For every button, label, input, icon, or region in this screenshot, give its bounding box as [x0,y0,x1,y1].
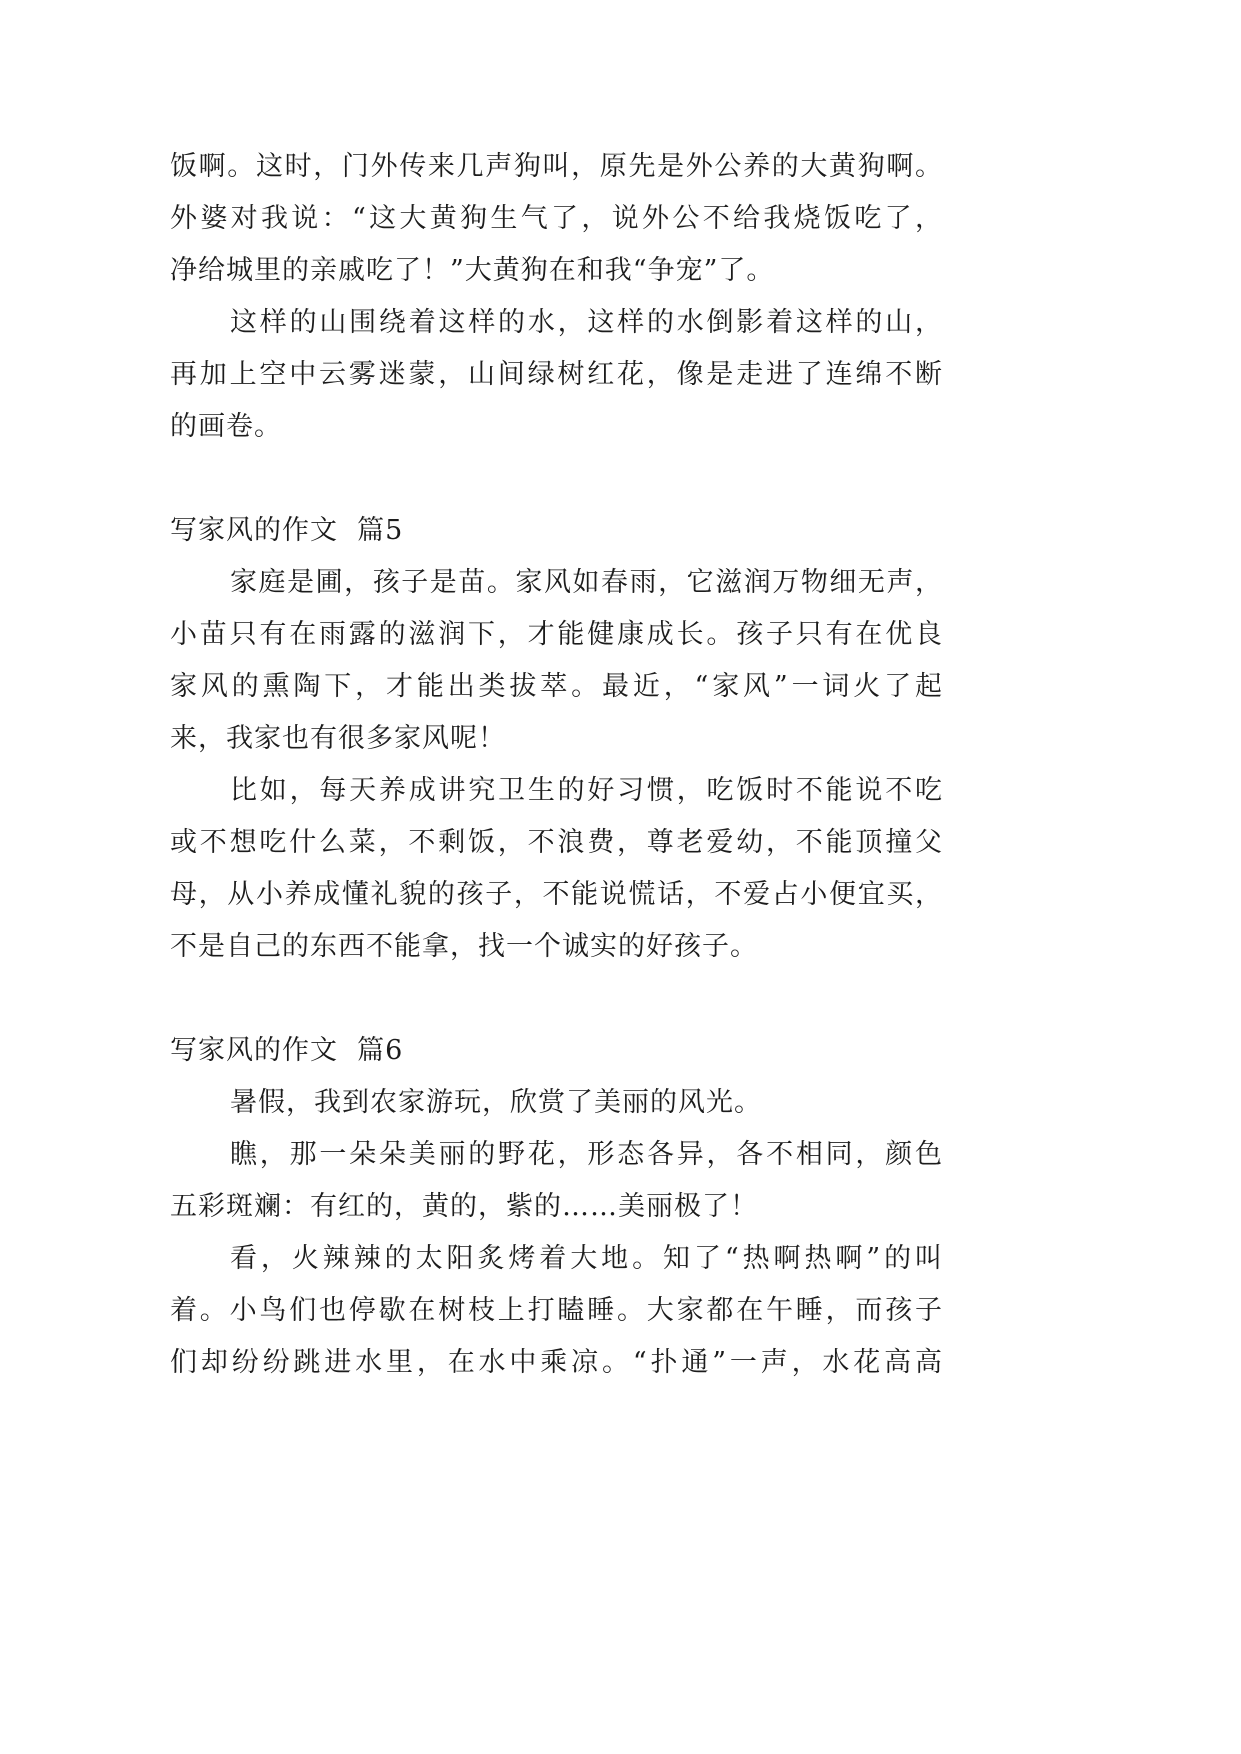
section-heading: 写家风的作文 篇6 [170,1035,404,1066]
blank-line [170,453,943,505]
text-line: 再加上空中云雾迷蒙，山间绿树红花，像是走进了连绵不断 [170,359,943,390]
text-line: 外婆对我说：“这大黄狗生气了，说外公不给我烧饭吃了， [170,203,943,234]
text-line: 饭啊。这时，门外传来几声狗叫，原先是外公养的大黄狗啊。 [170,151,943,182]
text-line: 母，从小养成懂礼貌的孩子，不能说慌话，不爱占小便宜买， [170,879,943,910]
text-line: 净给城里的亲戚吃了！”大黄狗在和我“争宠”了。 [170,255,775,286]
text-line: 不是自己的东西不能拿，找一个诚实的好孩子。 [170,931,758,962]
text-line: 暑假，我到农家游玩，欣赏了美丽的风光。 [230,1087,762,1118]
document-body [170,141,943,1389]
text-line: 比如，每天养成讲究卫生的好习惯，吃饭时不能说不吃 [230,775,943,806]
text-line: 五彩斑斓：有红的，黄的，紫的……美丽极了！ [170,1191,758,1222]
text-line: 这样的山围绕着这样的水，这样的水倒影着这样的山， [230,307,943,338]
text-line: 或不想吃什么菜，不剩饭，不浪费，尊老爱幼，不能顶撞父 [170,827,943,858]
paragraph [170,1129,943,1233]
section-heading: 写家风的作文 篇5 [170,515,404,546]
text-line: 看，火辣辣的太阳炙烤着大地。知了“热啊热啊”的叫 [230,1243,943,1274]
blank-line [170,973,943,1025]
text-line: 瞧，那一朵朵美丽的野花，形态各异，各不相同，颜色 [230,1139,943,1170]
paragraph [170,1233,943,1389]
paragraph [170,141,943,297]
text-line: 着。小鸟们也停歇在树枝上打瞌睡。大家都在午睡，而孩子 [170,1295,943,1326]
paragraph [170,297,943,453]
text-line: 小苗只有在雨露的滋润下，才能健康成长。孩子只有在优良 [170,619,943,650]
paragraph [170,765,943,973]
text-line: 家风的熏陶下，才能出类拔萃。最近，“家风”一词火了起 [170,671,943,702]
text-line: 的画卷。 [170,411,282,442]
text-line: 来，我家也有很多家风呢！ [170,723,506,754]
text-line: 家庭是圃，孩子是苗。家风如春雨，它滋润万物细无声， [230,567,943,598]
text-line: 们却纷纷跳进水里，在水中乘凉。“扑通”一声，水花高高 [170,1347,943,1378]
paragraph [170,1077,943,1129]
paragraph [170,557,943,765]
